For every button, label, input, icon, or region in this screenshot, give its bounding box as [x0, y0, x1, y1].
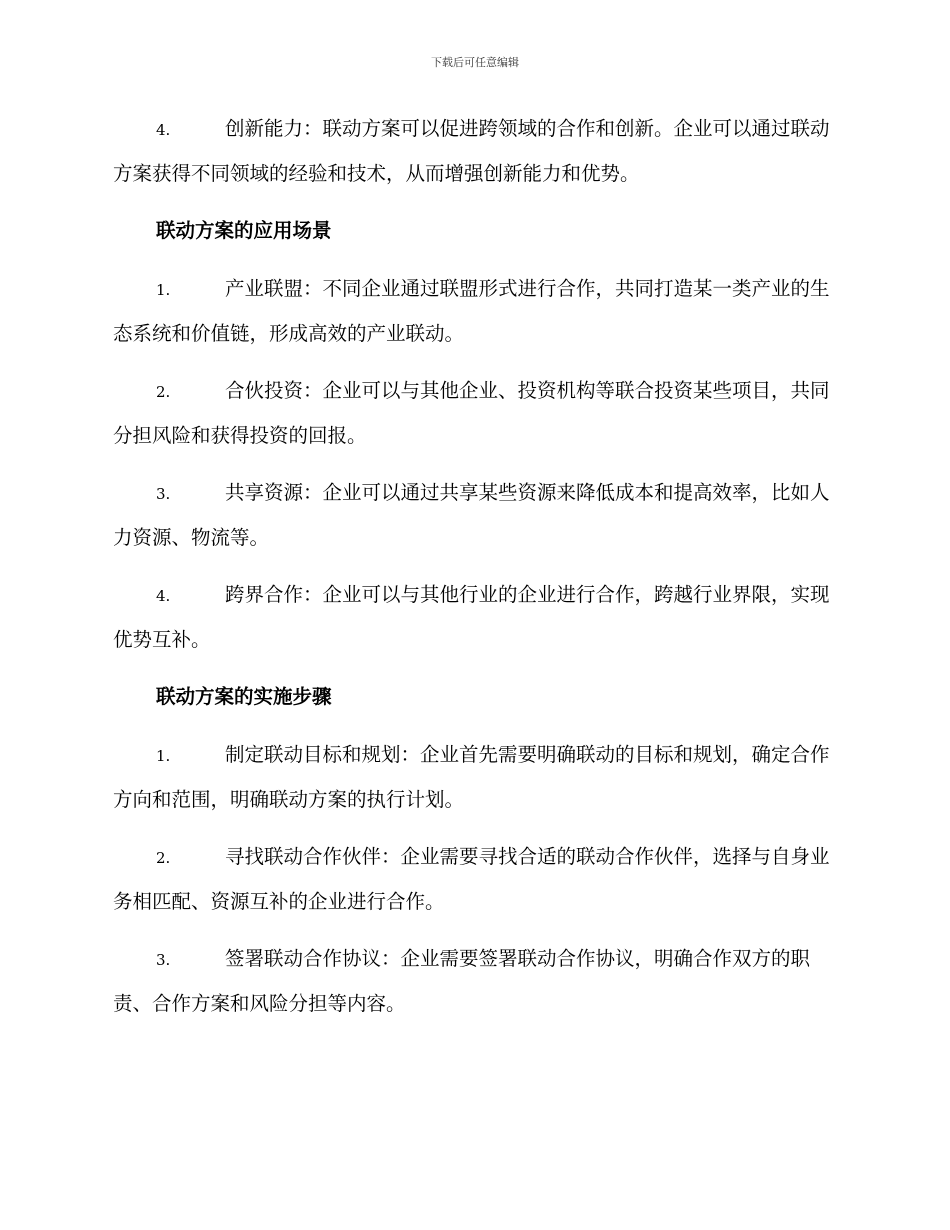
page-header: 下载后可任意编辑	[431, 56, 519, 69]
list-item-text: 共享资源：企业可以通过共享某些资源来降低成本和提高效率，比如人力资源、物流等。	[113, 481, 830, 549]
section-heading: 联动方案的应用场景	[156, 219, 332, 242]
list-number: 2.	[156, 849, 171, 867]
list-number: 2.	[156, 383, 171, 401]
list-item-text: 寻找联动合作伙伴：企业需要寻找合适的联动合作伙伴，选择与自身业务相匹配、资源互补的企业进行合作。	[113, 845, 830, 913]
list-item-text: 制定联动目标和规划：企业首先需要明确联动的目标和规划，确定合作方向和范围，明确联动方案的执行计划。	[113, 743, 830, 811]
list-item	[113, 369, 835, 458]
list-number: 4.	[156, 121, 171, 139]
list-number: 3.	[156, 951, 171, 969]
list-item	[113, 471, 835, 560]
list-item-text: 产业联盟：不同企业通过联盟形式进行合作，共同打造某一类产业的生态系统和价值链，形成高效的产业联动。	[113, 277, 830, 345]
list-item	[113, 573, 835, 662]
list-item	[113, 267, 835, 356]
list-item-text: 合伙投资：企业可以与其他企业、投资机构等联合投资某些项目，共同分担风险和获得投资的回报。	[113, 379, 830, 447]
list-item	[113, 733, 835, 822]
list-number: 3.	[156, 485, 171, 503]
list-item	[113, 835, 835, 924]
list-item	[113, 107, 835, 196]
list-item-text: 创新能力：联动方案可以促进跨领域的合作和创新。企业可以通过联动方案获得不同领域的经验和技术，从而增强创新能力和优势。	[113, 117, 830, 185]
list-item-text: 签署联动合作协议：企业需要签署联动合作协议，明确合作双方的职责、合作方案和风险分担等内容。	[113, 947, 811, 1015]
list-number: 1.	[156, 281, 171, 299]
list-item-text: 跨界合作：企业可以与其他行业的企业进行合作，跨越行业界限，实现优势互补。	[113, 583, 830, 651]
list-item	[113, 937, 835, 1026]
section-heading: 联动方案的实施步骤	[156, 685, 332, 708]
list-number: 1.	[156, 747, 171, 765]
list-number: 4.	[156, 587, 171, 605]
